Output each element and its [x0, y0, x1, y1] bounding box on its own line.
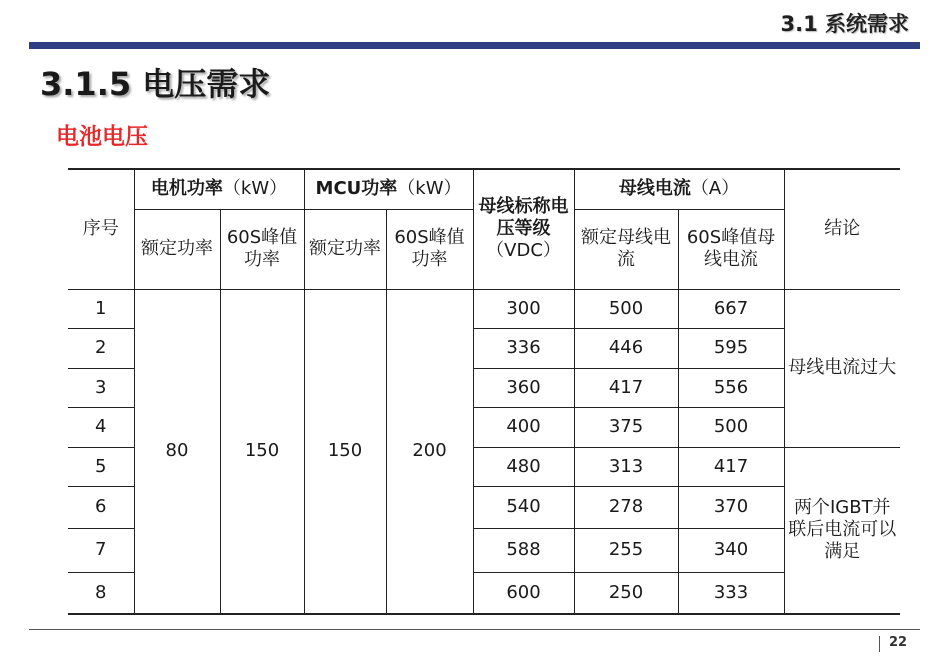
peak-current-cell: 417: [678, 447, 784, 486]
subheader-motor-peak: 60S峰值功率: [220, 209, 304, 289]
rated-current-cell: 446: [574, 328, 678, 368]
bus-voltage-cell: 400: [473, 407, 574, 447]
row-index: 3: [68, 368, 134, 407]
bus-voltage-cell: 600: [473, 572, 574, 614]
page-number: 22: [889, 635, 908, 650]
header-motor-power-unit: （kW）: [222, 178, 288, 200]
bus-voltage-cell: 540: [473, 486, 574, 528]
header-bus-current-label: 母线电流: [618, 178, 691, 200]
row-index: 2: [68, 328, 134, 368]
row-index: 4: [68, 407, 134, 447]
voltage-requirement-table: [68, 168, 900, 615]
header-bus-current-unit: （A）: [690, 178, 740, 200]
peak-current-cell: 370: [678, 486, 784, 528]
table-row: [68, 289, 900, 328]
row-index: 7: [68, 528, 134, 572]
header-bus-current: [574, 169, 784, 209]
subheader-mcu-peak: 60S峰值功率: [386, 209, 473, 289]
peak-current-cell: 667: [678, 289, 784, 328]
bus-voltage-cell: 360: [473, 368, 574, 407]
peak-current-cell: 333: [678, 572, 784, 614]
bus-voltage-cell: 480: [473, 447, 574, 486]
conclusion-cell-2: 两个IGBT并联后电流可以满足: [784, 447, 900, 614]
peak-current-cell: 500: [678, 407, 784, 447]
subtitle: 电池电压: [56, 124, 148, 150]
header-conclusion: 结论: [784, 169, 900, 289]
section-label: 3.1 系统需求: [780, 12, 909, 36]
page-title: 3.1.5 电压需求: [40, 65, 271, 103]
subheader-rated-current: 额定母线电流: [574, 209, 678, 289]
header-rule: [29, 42, 920, 49]
row-index: 6: [68, 486, 134, 528]
rated-current-cell: 313: [574, 447, 678, 486]
footer-separator: [879, 636, 880, 652]
rated-current-cell: 417: [574, 368, 678, 407]
peak-current-cell: 595: [678, 328, 784, 368]
bus-voltage-cell: 336: [473, 328, 574, 368]
header-motor-power: [134, 169, 304, 209]
header-mcu-power: [304, 169, 473, 209]
peak-current-cell: 556: [678, 368, 784, 407]
conclusion-cell-1: 母线电流过大: [784, 289, 900, 447]
row-index: 1: [68, 289, 134, 328]
header-mcu-power-unit: （kW）: [397, 178, 462, 200]
motor-rated-power-cell: 80: [134, 289, 220, 614]
mcu-peak-power-cell: 200: [386, 289, 473, 614]
motor-peak-power-cell: 150: [220, 289, 304, 614]
peak-current-cell: 340: [678, 528, 784, 572]
bus-voltage-cell: 300: [473, 289, 574, 328]
subheader-mcu-rated: 额定功率: [304, 209, 386, 289]
rated-current-cell: 250: [574, 572, 678, 614]
row-index: 5: [68, 447, 134, 486]
header-index: 序号: [68, 169, 134, 289]
header-bus-voltage-unit: （VDC）: [486, 240, 561, 262]
header-mcu-power-label: MCU功率: [315, 178, 398, 200]
footer-rule: [29, 629, 920, 630]
header-bus-voltage: [473, 169, 574, 289]
mcu-rated-power-cell: 150: [304, 289, 386, 614]
rated-current-cell: 255: [574, 528, 678, 572]
rated-current-cell: 278: [574, 486, 678, 528]
rated-current-cell: 375: [574, 407, 678, 447]
subheader-motor-rated: 额定功率: [134, 209, 220, 289]
header-motor-power-label: 电机功率: [150, 178, 223, 200]
header-bus-voltage-label: 母线标称电压等级: [478, 196, 569, 240]
row-index: 8: [68, 572, 134, 614]
bus-voltage-cell: 588: [473, 528, 574, 572]
subheader-peak-current: 60S峰值母线电流: [678, 209, 784, 289]
rated-current-cell: 500: [574, 289, 678, 328]
